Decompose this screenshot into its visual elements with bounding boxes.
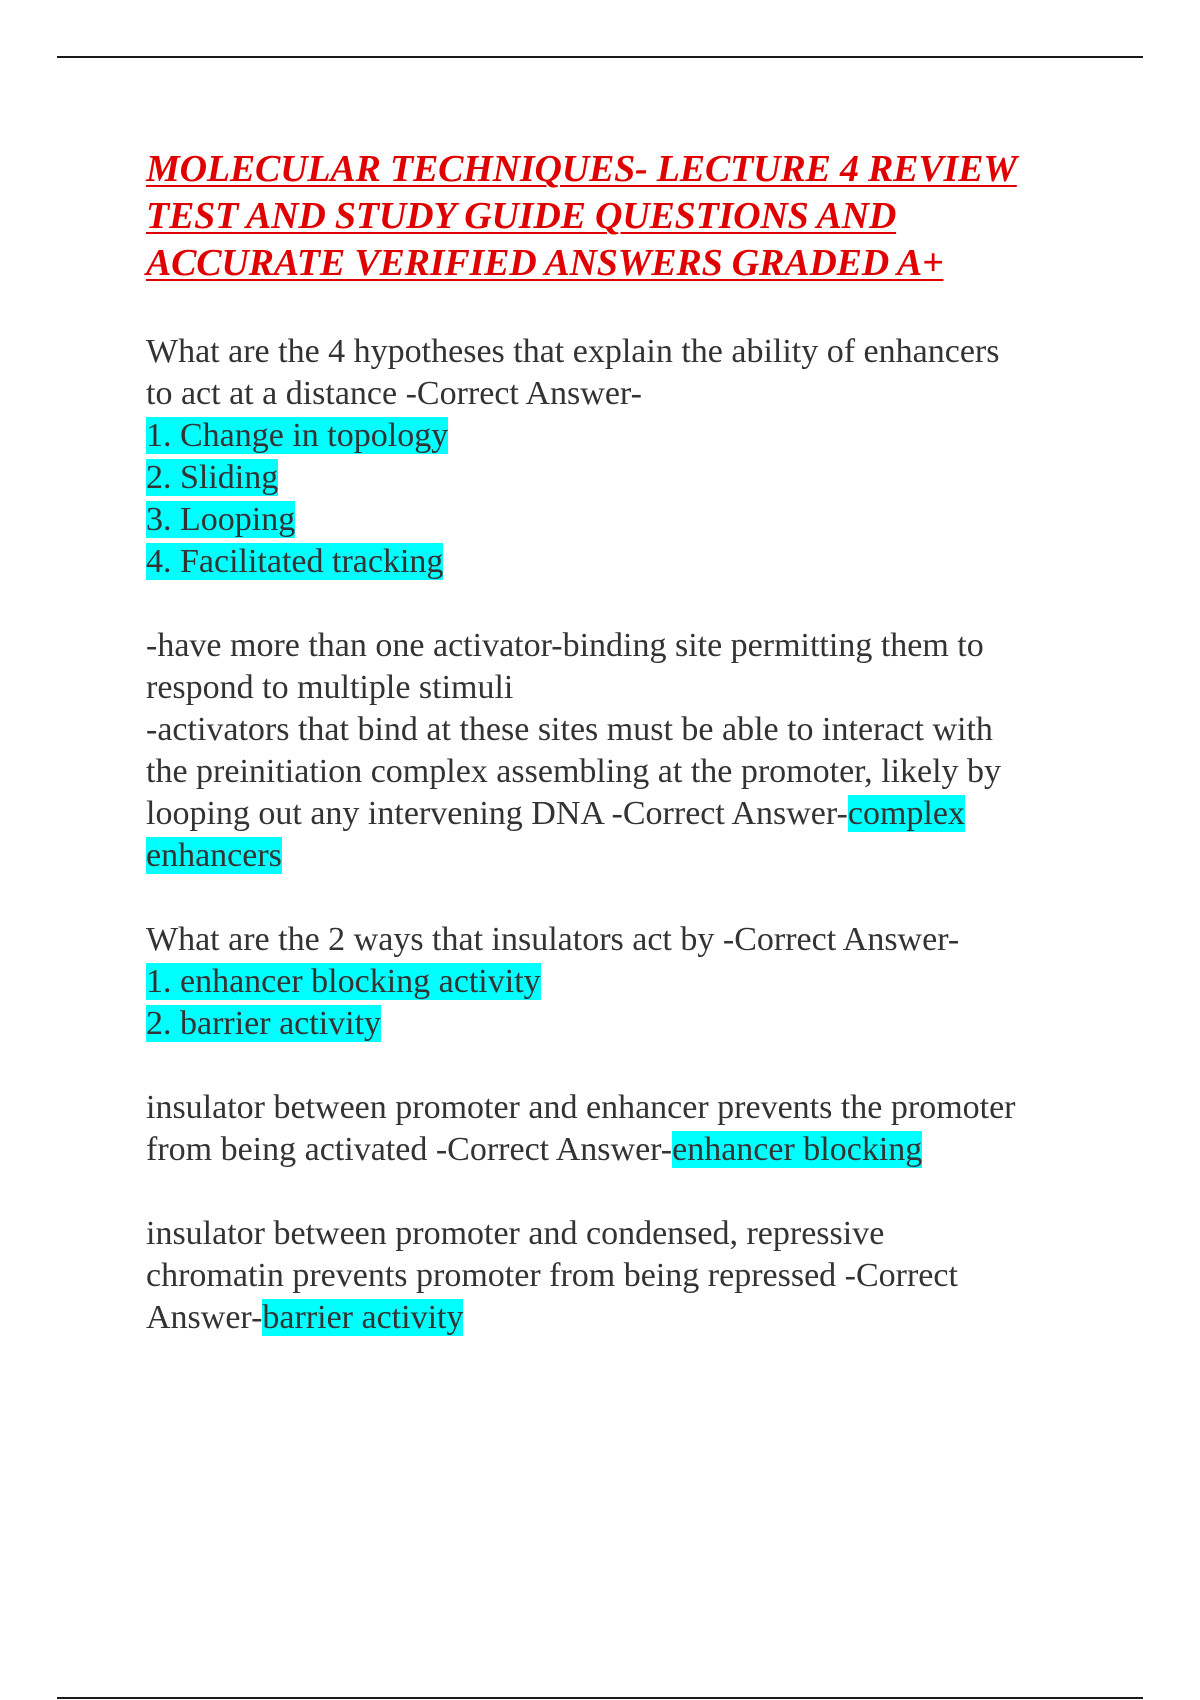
question-line: to act at a distance -Correct Answer- [146,375,642,412]
top-rule [57,56,1143,58]
question-text: from being activated -Correct Answer- [146,1131,673,1168]
bottom-rule [57,1697,1143,1699]
answer-highlight: 1. Change in topology [146,417,449,454]
document-page [146,146,1086,1339]
answer-highlight: 2. barrier activity [146,1005,382,1042]
qa-item-5 [146,1213,1086,1339]
question-line: -activators that bind at these sites must be able to interact with [146,711,993,748]
answer-highlight: 1. enhancer blocking activity [146,963,541,1000]
qa-item-1 [146,331,1086,583]
qa-item-4 [146,1087,1086,1171]
answer-highlight: 3. Looping [146,501,296,538]
answer-highlight: 4. Facilitated tracking [146,543,444,580]
question-line: What are the 2 ways that insulators act by -Correct Answer- [146,921,960,958]
question-line: insulator between promoter and condensed, repressive [146,1215,885,1252]
question-line: -have more than one activator-binding site permitting them to [146,627,984,664]
question-text: looping out any intervening DNA -Correct Answer- [146,795,848,832]
document-title [146,146,1086,287]
question-line: insulator between promoter and enhancer prevents the promoter [146,1089,1016,1126]
answer-highlight: 2. Sliding [146,459,279,496]
title-line: MOLECULAR TECHNIQUES- LECTURE 4 REVIEW [146,148,1017,190]
qa-item-2 [146,625,1086,877]
answer-highlight: barrier activity [262,1299,464,1336]
title-line: ACCURATE VERIFIED ANSWERS GRADED A+ [146,242,944,284]
answer-highlight: complex [847,795,965,832]
answer-highlight: enhancer blocking [672,1131,923,1168]
question-line: chromatin prevents promoter from being repressed -Correct [146,1257,958,1294]
question-line: the preinitiation complex assembling at the promoter, likely by [146,753,1002,790]
answer-highlight: enhancers [146,837,282,874]
question-text: Answer- [146,1299,263,1336]
qa-item-3 [146,919,1086,1045]
title-line: TEST AND STUDY GUIDE QUESTIONS AND [146,195,897,237]
question-line: What are the 4 hypotheses that explain the ability of enhancers [146,333,1000,370]
question-line: respond to multiple stimuli [146,669,514,706]
